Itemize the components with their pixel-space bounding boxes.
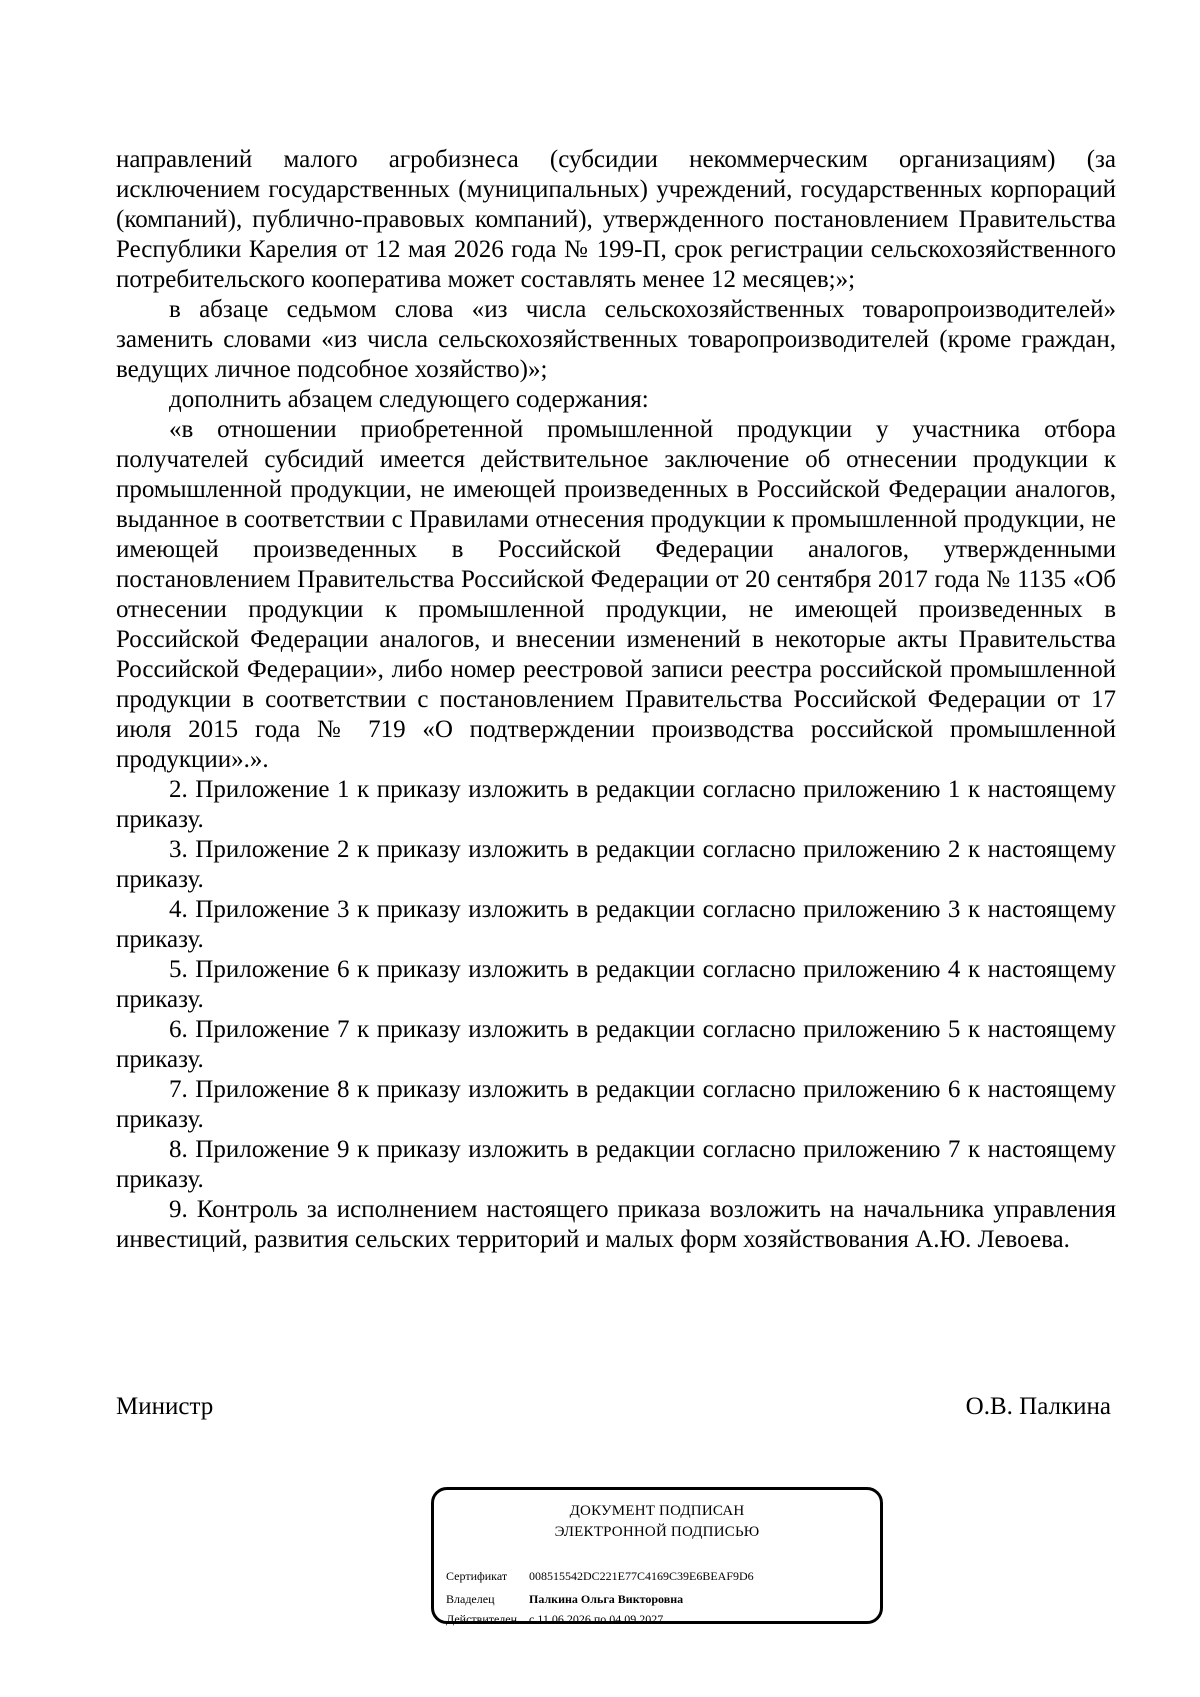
owner-value: Палкина Ольга Викторовна <box>529 1592 684 1606</box>
paragraph: дополнить абзацем следующего содержания: <box>169 386 649 413</box>
stamp-validity-row <box>446 1611 663 1627</box>
stamp-title-line1: ДОКУМЕНТ ПОДПИСАН <box>569 1503 745 1519</box>
document-body <box>116 145 1116 1255</box>
owner-label: Владелец <box>446 1592 495 1606</box>
paragraph: 2. Приложение 1 к приказу изложить в редакции согласно приложению 1 к настоящему приказу. <box>116 776 1116 833</box>
signatory-name: О.В. Палкина <box>965 1393 1111 1420</box>
paragraph: «в отношении приобретенной промышленной продукции у участника отбора получателей субсидий имеется действительное заключение об отнесении продукции к промышленной продукции, не имеющей произведенных в Российской Федерации аналогов, выданное в соответствии с Правилами отнесения продукции к промышленной продукции, не имеющей произведенных в Российской Федерации аналогов, утвержденными постановлением Правительства Российской Федерации от 20 сентября 2017 года № 1135 «Об отнесении продукции к промышленной продукции, не имеющей произведенных в Российской Федерации аналогов, и внесении изменений в некоторые акты Правительства Российской Федерации», либо номер реестровой записи реестра российской промышленной продукции в соответствии с постановлением Правительства Российской Федерации от 17 июля 2015 года № 719 «О подтверждении производства российской промышленной продукции».». <box>116 416 1116 773</box>
validity-label: Действителен <box>446 1612 518 1626</box>
stamp-title-line2: ЭЛЕКТРОННОЙ ПОДПИСЬЮ <box>554 1524 760 1540</box>
paragraph: направлений малого агробизнеса (субсидии некоммерческим организациям) (за исключением государственных (муниципальных) учреждений, государственных корпораций (компаний), публично-правовых компаний), утвержденного постановлением Правительства Республики Карелия от 12 мая 2026 года № 199-П, срок регистрации сельскохозяйственного потребительского кооператива может составлять менее 12 месяцев;»; <box>116 146 1116 293</box>
paragraph: 4. Приложение 3 к приказу изложить в редакции согласно приложению 3 к настоящему приказу. <box>116 896 1116 953</box>
validity-value: с 11.06.2026 по 04.09.2027 <box>529 1612 664 1626</box>
paragraph: 3. Приложение 2 к приказу изложить в редакции согласно приложению 2 к настоящему приказу. <box>116 836 1116 893</box>
stamp-certificate-row <box>446 1568 754 1584</box>
signatory-position: Министр <box>116 1393 214 1420</box>
paragraph: 9. Контроль за исполнением настоящего приказа возложить на начальника управления инвестиций, развития сельских территорий и малых форм хозяйствования А.Ю. Левоева. <box>116 1196 1116 1253</box>
paragraph: 8. Приложение 9 к приказу изложить в редакции согласно приложению 7 к настоящему приказу. <box>116 1136 1116 1193</box>
paragraph: в абзаце седьмом слова «из числа сельскохозяйственных товаропроизводителей» заменить словами «из числа сельскохозяйственных товаропроизводителей (кроме граждан, ведущих личное подсобное хозяйство)»; <box>116 296 1116 383</box>
paragraph: 7. Приложение 8 к приказу изложить в редакции согласно приложению 6 к настоящему приказу. <box>116 1076 1116 1133</box>
certificate-value: 008515542DC221E77C4169C39E6BEAF9D6 <box>529 1569 754 1583</box>
electronic-signature-stamp <box>431 1487 883 1624</box>
paragraph: 6. Приложение 7 к приказу изложить в редакции согласно приложению 5 к настоящему приказу. <box>116 1016 1116 1073</box>
certificate-label: Сертификат <box>446 1569 508 1583</box>
stamp-owner-row <box>446 1591 683 1607</box>
paragraph: 5. Приложение 6 к приказу изложить в редакции согласно приложению 4 к настоящему приказу. <box>116 956 1116 1013</box>
